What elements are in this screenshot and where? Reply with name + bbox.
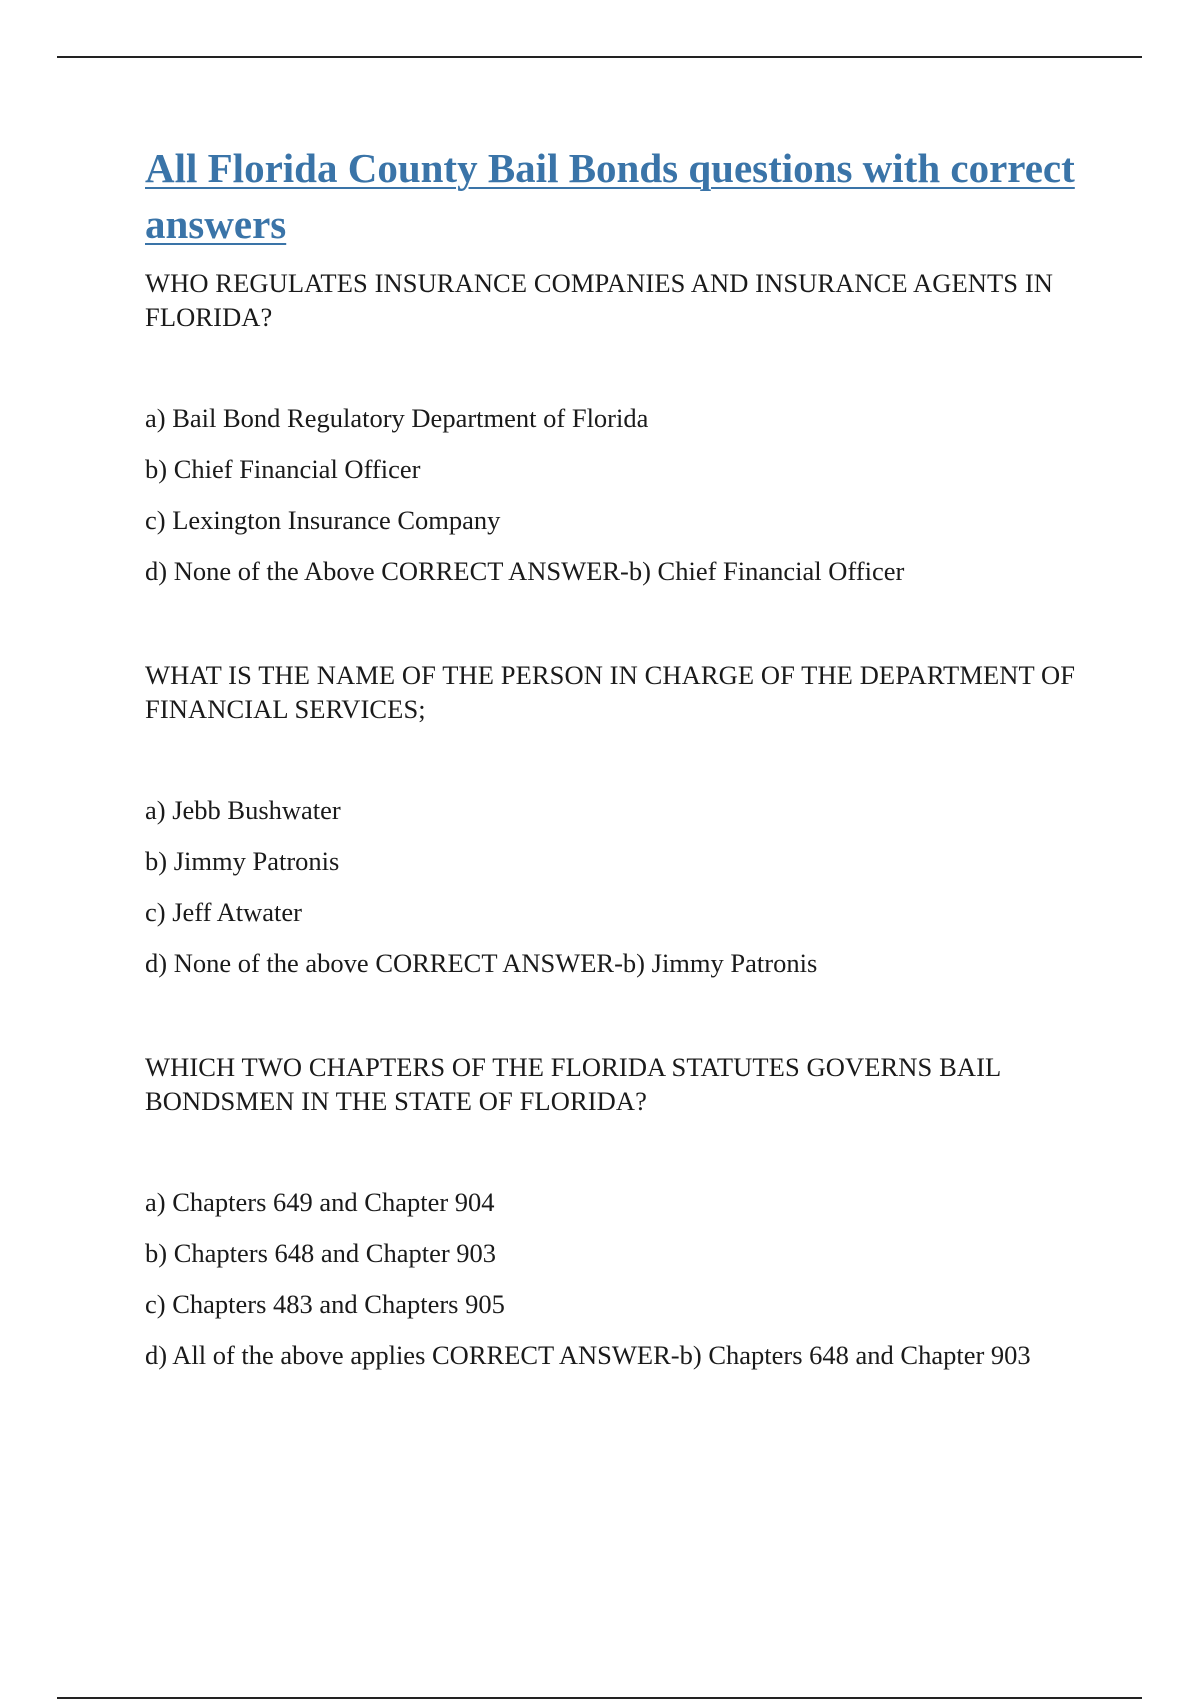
block-spacer [145, 588, 1095, 658]
option-d: d) None of the above CORRECT ANSWER-b) Jimmy Patronis [145, 948, 818, 978]
option-c: c) Lexington Insurance Company [145, 505, 501, 535]
document-body [145, 140, 1095, 1372]
option-d: d) All of the above applies CORRECT ANSWER-b) Chapters 648 and Chapter 903 [145, 1340, 1031, 1370]
option-b: b) Chief Financial Officer [145, 454, 421, 484]
bottom-rule [57, 1697, 1142, 1699]
question-block-3 [145, 1050, 1095, 1372]
option-c: c) Jeff Atwater [145, 897, 302, 927]
option-list [145, 1185, 1095, 1372]
top-rule [57, 56, 1142, 58]
option-d: d) None of the Above CORRECT ANSWER-b) Chief Financial Officer [145, 556, 905, 586]
option-list [145, 793, 1095, 980]
block-spacer [145, 980, 1095, 1050]
option-list [145, 401, 1095, 588]
option-c: c) Chapters 483 and Chapters 905 [145, 1289, 505, 1319]
question-text: WHICH TWO CHAPTERS OF THE FLORIDA STATUTES GOVERNS BAIL BONDSMEN IN THE STATE OF FLORIDA? [145, 1052, 1001, 1116]
question-text: WHAT IS THE NAME OF THE PERSON IN CHARGE OF THE DEPARTMENT OF FINANCIAL SERVICES; [145, 660, 1076, 724]
option-a: a) Chapters 649 and Chapter 904 [145, 1187, 495, 1217]
option-a: a) Jebb Bushwater [145, 795, 341, 825]
option-a: a) Bail Bond Regulatory Department of Florida [145, 403, 649, 433]
option-b: b) Chapters 648 and Chapter 903 [145, 1238, 497, 1268]
question-block-2 [145, 658, 1095, 980]
question-block-1 [145, 266, 1095, 588]
option-b: b) Jimmy Patronis [145, 846, 340, 876]
document-title[interactable]: All Florida County Bail Bonds questions with correct answers [145, 145, 1075, 247]
question-text: WHO REGULATES INSURANCE COMPANIES AND INSURANCE AGENTS IN FLORIDA? [145, 268, 1053, 332]
